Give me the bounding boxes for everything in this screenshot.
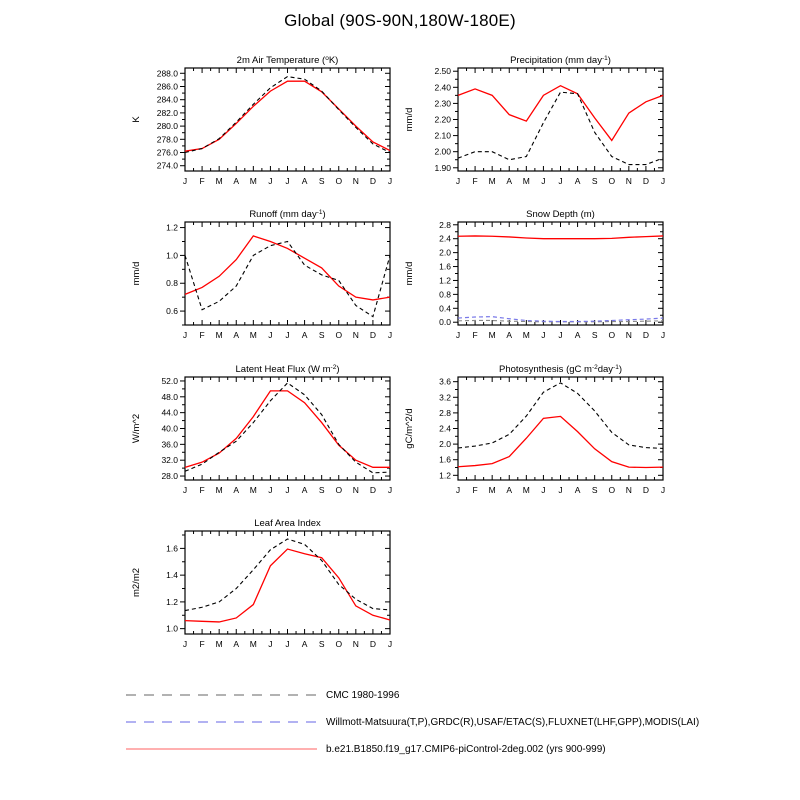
x-tick-label: J xyxy=(558,330,563,340)
y-tick-label: 2.4 xyxy=(439,423,451,434)
x-tick-label: J xyxy=(660,330,666,340)
legend-item-obs-datasets xyxy=(125,715,699,729)
x-tick-label: M xyxy=(488,176,496,186)
x-tick-label: F xyxy=(472,330,478,340)
y-tick-label: 2.40 xyxy=(434,82,451,93)
x-tick-label: A xyxy=(301,639,308,649)
plot-frame xyxy=(458,68,663,171)
chart-runoff xyxy=(125,208,400,348)
chart-title: Precipitation (mm day$^{-1}$) xyxy=(510,55,611,66)
y-tick-label: 44.0 xyxy=(161,407,178,418)
x-tick-label: O xyxy=(335,639,343,649)
page-title: Global (90S-90N,180W-180E) xyxy=(284,11,516,30)
x-tick-label: M xyxy=(522,330,530,340)
chart-latent-heat-flux xyxy=(125,363,400,503)
y-tick-label: 0.8 xyxy=(439,289,451,300)
y-axis-label: gC/m^2/d xyxy=(404,408,415,449)
y-tick-label: 276.0 xyxy=(156,147,178,158)
y-tick-label: 0.4 xyxy=(439,303,451,314)
x-tick-label: F xyxy=(199,330,205,340)
x-tick-label: D xyxy=(642,176,649,186)
x-tick-label: F xyxy=(199,485,205,495)
x-tick-label: M xyxy=(215,330,223,340)
y-tick-label: 28.0 xyxy=(161,471,178,482)
x-tick-label: J xyxy=(387,330,393,340)
chart-precipitation xyxy=(398,54,673,194)
x-tick-label: J xyxy=(268,330,273,340)
legend-line-swatch xyxy=(125,742,318,756)
chart-title: Leaf Area Index xyxy=(254,518,321,529)
series-model xyxy=(185,81,390,151)
series-model xyxy=(185,236,390,300)
y-tick-label: 278.0 xyxy=(156,134,178,145)
series-obs xyxy=(185,383,390,473)
x-tick-label: S xyxy=(591,485,598,495)
y-axis-ticks xyxy=(180,73,390,165)
x-axis-ticks xyxy=(185,68,390,171)
x-tick-label: N xyxy=(352,330,359,340)
x-tick-label: A xyxy=(233,330,240,340)
y-tick-label: 2.0 xyxy=(439,247,451,258)
x-tick-label: F xyxy=(472,485,478,495)
x-tick-label: J xyxy=(541,176,546,186)
y-tick-label: 2.20 xyxy=(434,114,451,125)
x-tick-label: A xyxy=(301,330,308,340)
x-axis-ticks xyxy=(458,68,663,171)
x-tick-label: M xyxy=(249,639,257,649)
series-model xyxy=(185,549,390,622)
y-tick-label: 3.6 xyxy=(439,376,451,387)
x-tick-label: N xyxy=(625,330,632,340)
x-tick-label: O xyxy=(335,330,343,340)
y-tick-label: 1.2 xyxy=(439,470,451,481)
x-tick-label: J xyxy=(268,176,273,186)
x-tick-label: S xyxy=(318,176,325,186)
x-tick-label: A xyxy=(233,639,240,649)
y-tick-label: 52.0 xyxy=(161,375,178,386)
x-tick-label: M xyxy=(522,485,530,495)
legend-line-swatch xyxy=(125,715,318,729)
y-tick-label: 2.8 xyxy=(439,407,451,418)
x-tick-label: J xyxy=(182,485,188,495)
x-tick-label: M xyxy=(215,485,223,495)
x-tick-label: D xyxy=(642,485,649,495)
x-tick-label: M xyxy=(249,485,257,495)
x-tick-label: D xyxy=(642,330,649,340)
x-tick-label: J xyxy=(285,485,290,495)
y-axis-label: W/m^2 xyxy=(131,413,142,444)
plot-frame xyxy=(185,531,390,634)
y-tick-label: 1.2 xyxy=(166,596,178,607)
x-tick-label: J xyxy=(541,485,546,495)
y-tick-label: 286.0 xyxy=(156,81,178,92)
x-tick-label: J xyxy=(660,176,666,186)
y-tick-label: 1.6 xyxy=(166,543,178,554)
y-tick-label: 40.0 xyxy=(161,423,178,434)
y-tick-label: 284.0 xyxy=(156,94,178,105)
x-tick-label: M xyxy=(522,176,530,186)
x-tick-label: O xyxy=(608,485,616,495)
x-tick-label: S xyxy=(318,485,325,495)
y-tick-label: 2.30 xyxy=(434,98,451,109)
x-tick-label: J xyxy=(541,330,546,340)
y-tick-label: 1.0 xyxy=(166,623,178,634)
x-tick-label: J xyxy=(285,176,290,186)
chart-leaf-area-index xyxy=(125,517,400,657)
x-tick-label: M xyxy=(249,330,257,340)
y-axis-ticks xyxy=(453,71,663,168)
x-tick-label: S xyxy=(318,639,325,649)
y-axis-ticks xyxy=(453,225,663,322)
x-tick-label: D xyxy=(369,639,376,649)
series-obs xyxy=(458,383,663,449)
x-tick-label: N xyxy=(352,176,359,186)
x-tick-label: A xyxy=(233,485,240,495)
y-tick-label: 1.90 xyxy=(434,162,451,173)
x-tick-label: O xyxy=(335,485,343,495)
x-axis-ticks xyxy=(185,531,390,634)
y-axis-label: mm/d xyxy=(404,261,415,286)
plot-frame xyxy=(185,68,390,171)
y-tick-label: 0.0 xyxy=(439,317,451,328)
legend-item-label: b.e21.B1850.f19_g17.CMIP6-piControl-2deg.002 (yrs 900-999) xyxy=(326,743,606,755)
x-tick-label: F xyxy=(472,176,478,186)
chart-snow-depth xyxy=(398,208,673,348)
legend-item-label: Willmott-Matsuura(T,P),GRDC(R),USAF/ETAC(S),FLUXNET(LHF,GPP),MODIS(LAI) xyxy=(326,716,700,728)
x-tick-label: J xyxy=(660,485,666,495)
x-tick-label: M xyxy=(488,330,496,340)
y-axis-ticks xyxy=(180,535,390,629)
x-tick-label: A xyxy=(506,330,513,340)
x-tick-label: M xyxy=(215,176,223,186)
x-tick-label: A xyxy=(506,176,513,186)
x-tick-label: J xyxy=(268,639,273,649)
x-tick-label: A xyxy=(506,485,513,495)
x-tick-label: J xyxy=(387,485,393,495)
y-tick-label: 32.0 xyxy=(161,455,178,466)
x-tick-label: J xyxy=(455,330,461,340)
x-tick-label: S xyxy=(591,330,598,340)
y-tick-label: 2.00 xyxy=(434,146,451,157)
series-model xyxy=(458,416,663,467)
x-tick-label: J xyxy=(182,330,188,340)
x-tick-label: A xyxy=(301,176,308,186)
series-model xyxy=(458,236,663,239)
y-tick-label: 3.2 xyxy=(439,392,451,403)
y-axis-label: mm/d xyxy=(131,261,142,286)
series-obs xyxy=(458,92,663,164)
x-axis-ticks xyxy=(185,222,390,325)
y-tick-label: 1.4 xyxy=(166,570,178,581)
x-tick-label: N xyxy=(625,485,632,495)
plot-frame xyxy=(185,222,390,325)
x-tick-label: D xyxy=(369,330,376,340)
x-tick-label: A xyxy=(574,330,581,340)
y-tick-label: 36.0 xyxy=(161,439,178,450)
y-tick-label: 2.50 xyxy=(434,66,451,77)
y-axis-ticks xyxy=(453,382,663,476)
chart-title: Runoff (mm day$^{-1}$) xyxy=(249,209,326,220)
x-tick-label: J xyxy=(285,330,290,340)
x-tick-label: N xyxy=(352,639,359,649)
y-axis-label: m2/m2 xyxy=(131,567,142,598)
y-tick-label: 1.6 xyxy=(439,261,451,272)
chart-air-temperature xyxy=(125,54,400,194)
y-axis-label: mm/d xyxy=(404,107,415,132)
x-tick-label: A xyxy=(233,176,240,186)
y-tick-label: 2.8 xyxy=(439,219,451,230)
y-axis-label: K xyxy=(131,116,142,123)
x-tick-label: M xyxy=(488,485,496,495)
x-tick-label: O xyxy=(335,176,343,186)
y-tick-label: 274.0 xyxy=(156,160,178,171)
x-tick-label: S xyxy=(591,176,598,186)
x-tick-label: J xyxy=(387,639,393,649)
x-tick-label: O xyxy=(608,176,616,186)
y-tick-label: 0.6 xyxy=(166,306,178,317)
chart-title: Snow Depth (m) xyxy=(526,209,595,220)
y-tick-label: 48.0 xyxy=(161,391,178,402)
y-tick-label: 1.0 xyxy=(166,250,178,261)
x-tick-label: J xyxy=(387,176,393,186)
x-tick-label: N xyxy=(352,485,359,495)
x-tick-label: J xyxy=(558,485,563,495)
x-tick-label: M xyxy=(249,176,257,186)
y-tick-label: 2.10 xyxy=(434,130,451,141)
y-tick-label: 288.0 xyxy=(156,68,178,79)
x-tick-label: J xyxy=(558,176,563,186)
x-tick-label: S xyxy=(318,330,325,340)
x-tick-label: A xyxy=(301,485,308,495)
y-tick-label: 1.2 xyxy=(166,222,178,233)
x-tick-label: A xyxy=(574,176,581,186)
x-tick-label: F xyxy=(199,176,205,186)
x-tick-label: J xyxy=(268,485,273,495)
x-tick-label: O xyxy=(608,330,616,340)
chart-title: Latent Heat Flux (W $m^{-2}$) xyxy=(235,364,340,375)
y-tick-label: 2.0 xyxy=(439,439,451,450)
y-tick-label: 2.4 xyxy=(439,233,451,244)
legend-item-cmc xyxy=(125,688,399,702)
x-tick-label: F xyxy=(199,639,205,649)
chart-photosynthesis xyxy=(398,363,673,503)
x-tick-label: J xyxy=(455,485,461,495)
y-tick-label: 282.0 xyxy=(156,107,178,118)
series-model xyxy=(458,86,663,141)
x-tick-label: A xyxy=(574,485,581,495)
x-tick-label: J xyxy=(285,639,290,649)
x-tick-label: J xyxy=(182,639,188,649)
y-tick-label: 280.0 xyxy=(156,121,178,132)
x-tick-label: J xyxy=(182,176,188,186)
y-tick-label: 1.2 xyxy=(439,275,451,286)
x-tick-label: N xyxy=(625,176,632,186)
x-tick-label: D xyxy=(369,176,376,186)
y-tick-label: 0.8 xyxy=(166,278,178,289)
chart-title: Photosynthesis (gC $m^{-2}day^{-1}$) xyxy=(499,364,622,375)
x-tick-label: D xyxy=(369,485,376,495)
legend-line-swatch xyxy=(125,688,318,702)
chart-title: 2m Air Temperature ($^o$K) xyxy=(236,55,339,66)
x-tick-label: M xyxy=(215,639,223,649)
x-tick-label: J xyxy=(455,176,461,186)
series-model xyxy=(185,391,390,467)
legend-item-model-case xyxy=(125,742,606,756)
y-tick-label: 1.6 xyxy=(439,454,451,465)
legend-item-label: CMC 1980-1996 xyxy=(326,689,400,701)
